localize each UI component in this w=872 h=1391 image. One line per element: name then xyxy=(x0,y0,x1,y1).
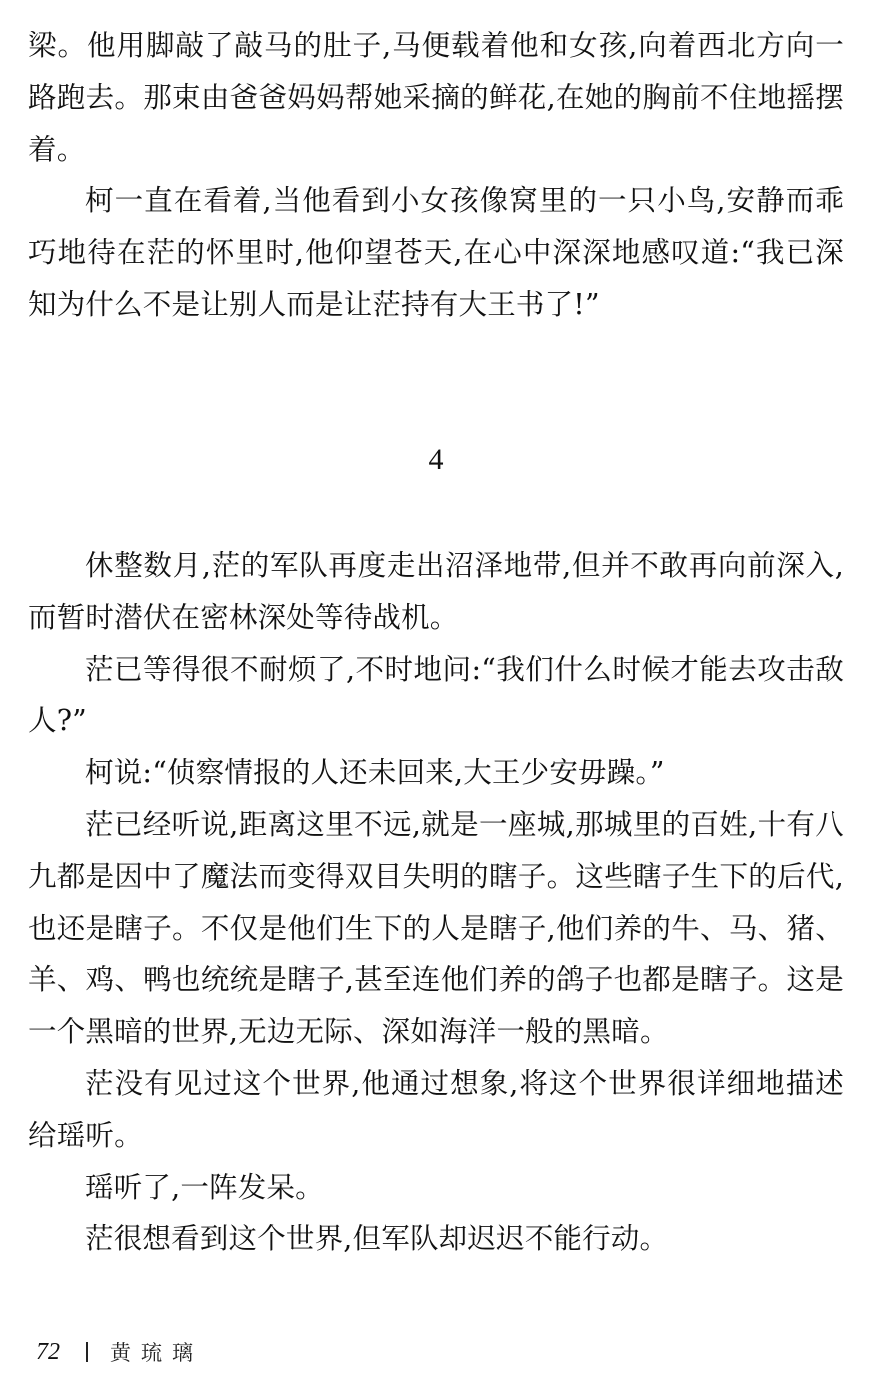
text-block-top xyxy=(28,20,844,331)
paragraph: 茫没有见过这个世界,他通过想象,将这个世界很详细地描述给瑶听。 xyxy=(28,1066,844,1152)
book-title: 黄琉璃 xyxy=(110,1341,203,1365)
paragraph: 休整数月,茫的军队再度走出沼泽地带,但并不敢再向前深入,而暂时潜伏在密林深处等待战机。 xyxy=(28,549,844,634)
paragraph: 茫已经听说,距离这里不远,就是一座城,那城里的百姓,十有八九都是因中了魔法而变得双目失明的瞎子。这些瞎子生下的后代,也还是瞎子。不仅是他们生下的人是瞎子,他们养的牛、马、猪、羊、鸡、鸭也统统是瞎子,甚至连他们养的鸽子也都是瞎子。这是一个黑暗的世界,无边无际、深如海洋一般的黑暗。 xyxy=(28,807,844,1049)
page-footer xyxy=(36,1334,203,1370)
footer-divider xyxy=(86,1342,88,1362)
paragraph: 茫很想看到这个世界,但军队却迟迟不能行动。 xyxy=(85,1222,669,1256)
paragraph: 瑶听了,一阵发呆。 xyxy=(85,1170,324,1204)
section-heading: 4 xyxy=(428,443,444,476)
paragraph: 柯一直在看着,当他看到小女孩像窝里的一只小鸟,安静而乖巧地待在茫的怀里时,他仰望苍天,在心中深深地感叹道:“我已深知为什么不是让别人而是让茫持有大王书了!” xyxy=(28,184,844,321)
paragraph: 柯说:“侦察情报的人还未回来,大王少安毋躁。” xyxy=(85,756,665,790)
paragraph: 茫已等得很不耐烦了,不时地问:“我们什么时候才能去攻击敌人?” xyxy=(28,652,844,738)
page-number: 72 xyxy=(36,1338,60,1365)
paragraph-continued: 梁。他用脚敲了敲马的肚子,马便载着他和女孩,向着西北方向一路跑去。那束由爸爸妈妈帮她采摘的鲜花,在她的胸前不住地摇摆着。 xyxy=(28,29,844,166)
text-block-bottom xyxy=(28,540,844,1265)
